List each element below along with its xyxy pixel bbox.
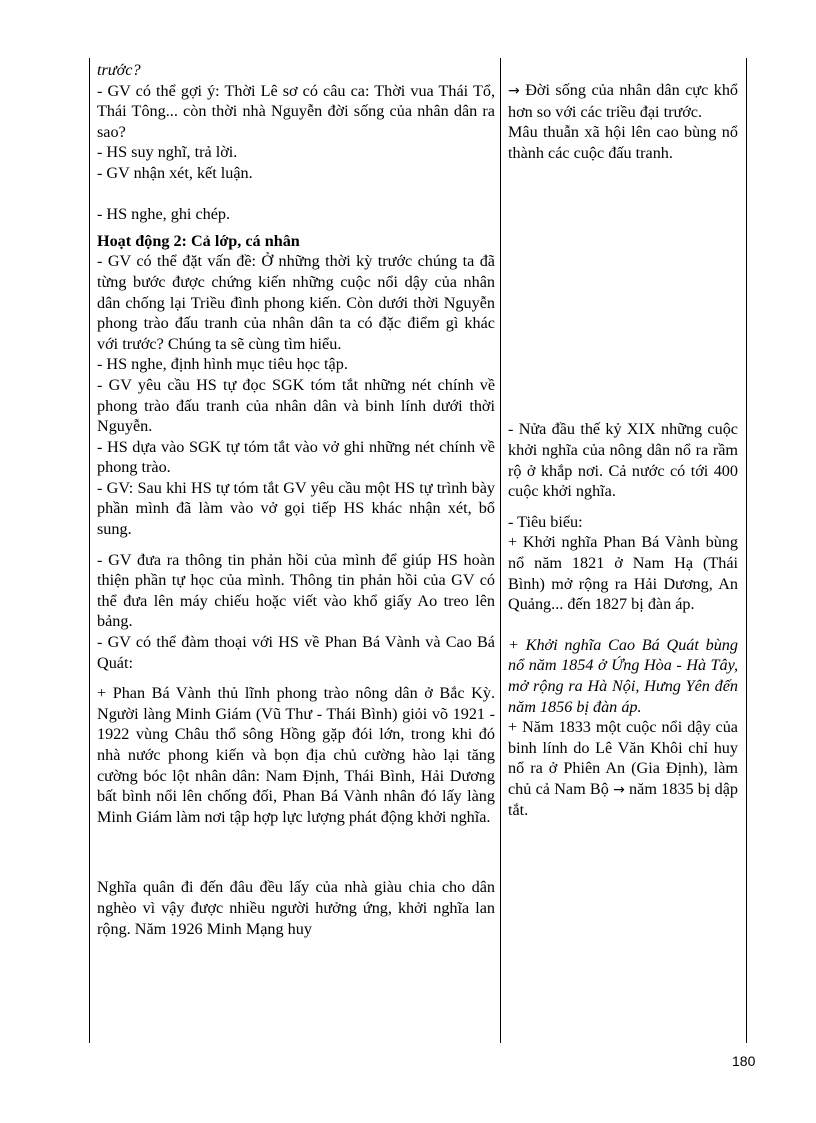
arrow-icon: → (613, 781, 625, 798)
right-text: + Khởi nghĩa Cao Bá Quát bùng nổ năm 1854 ở Ứng Hòa - Hà Tây, mở rộng ra Hà Nội, Hưng Yên đến năm 1856 bị đàn áp. (508, 635, 738, 716)
page-number: 180 (732, 1053, 756, 1069)
left-text: - GV có thể đàm thoại với HS về Phan Bá Vành và Cao Bá Quát: (97, 633, 495, 672)
right-text-span: Đời sống của nhân dân cực khổ hơn so với các triều đại trước. (508, 81, 739, 121)
table-left-border (89, 58, 90, 1043)
left-text: - GV đưa ra thông tin phản hồi của mình để giúp HS hoàn thiện phần tự học của mình. Thông tin phản hồi của GV có thể đưa lên máy chiếu hoặc viết vào khổ giấy Ao treo lên bảng. (97, 550, 495, 631)
right-text: + Khởi nghĩa Phan Bá Vành bùng nổ năm 1821 ở Nam Hạ (Thái Bình) mở rộng ra Hải Dương, An Quảng... đến 1827 bị đàn áp. (508, 533, 738, 614)
right-text: - Tiêu biểu: (508, 512, 583, 531)
right-text: Mâu thuẫn xã hội lên cao bùng nổ thành các cuộc đấu tranh. (508, 123, 738, 162)
right-text (508, 80, 738, 122)
right-text: - Nửa đầu thế kỷ XIX những cuộc khởi nghĩa của nông dân nổ ra rầm rộ ở khắp nơi. Cả nước có tới 400 cuộc khởi nghĩa. (508, 420, 738, 501)
table-right-border (746, 58, 747, 1043)
left-text: trước? (97, 61, 141, 79)
left-column (97, 60, 495, 939)
right-text-span: năm 1835 bị dập tắt. (508, 779, 738, 820)
arrow-icon: → (508, 83, 520, 99)
left-text: - GV có thể gợi ý: Thời Lê sơ có câu ca: Thời vua Thái Tổ, Thái Tông... còn thời nhà Nguyễn đời sống của nhân dân ra sao? (97, 81, 495, 141)
left-text: - GV có thể đặt vấn đề: Ở những thời kỳ trước chúng ta đã từng bước được chứng kiến những cuộc nổi dậy của nhân dân chống lại Triều đình phong kiến. Còn dưới thời Nguyễn phong trào đấu tranh của nhân dân ta có đặc điểm gì khác với trước? Chúng ta sẽ cùng tìm hiểu. (97, 252, 495, 353)
right-column (508, 80, 738, 821)
right-text (508, 717, 738, 821)
section-heading: Hoạt động 2: Cả lớp, cá nhân (97, 231, 300, 250)
left-text: + Phan Bá Vành thủ lĩnh phong trào nông dân ở Bắc Kỳ. Người làng Minh Giám (Vũ Thư - Thái Bình) giỏi võ 1921 - 1922 vùng Châu thổ sông Hồng gặp đói lớn, trong khi đó nhà nước phong kiến và bọn địa chủ cường hào lại tăng cường bóc lột nhân dân: Nam Định, Thái Bình, Hải Dương bất bình nổi lên chống đối, Phan Bá Vành nhân đó lấy làng Minh Giám làm nơi tập hợp lực lượng phát động khởi nghĩa. (97, 684, 495, 826)
left-text: - HS nghe, định hình mục tiêu học tập. (97, 355, 348, 374)
right-text-span: + Năm 1833 một cuộc nổi dậy của binh lính do Lê Văn Khôi chỉ huy nổ ra ở Phiên An (Gia Định), làm chủ cả Nam Bộ (508, 718, 738, 798)
left-text: Nghĩa quân đi đến đâu đều lấy của nhà giàu chia cho dân nghèo vì vậy được nhiều người hưởng ứng, khởi nghĩa lan rộng. Năm 1926 Minh Mạng huy (97, 878, 495, 938)
left-text: - HS suy nghĩ, trả lời. (97, 143, 238, 162)
left-text: - HS nghe, ghi chép. (97, 205, 231, 224)
table-column-divider (500, 58, 501, 1043)
left-text: - HS dựa vào SGK tự tóm tắt vào vở ghi những nét chính về phong trào. (97, 437, 495, 477)
left-text: - GV nhận xét, kết luận. (97, 163, 253, 182)
left-text: - GV: Sau khi HS tự tóm tắt GV yêu cầu một HS tự trình bày phần mình đã làm vào vở gọi tiếp HS khác nhận xét, bổ sung. (97, 478, 495, 539)
left-text: - GV yêu cầu HS tự đọc SGK tóm tắt những nét chính về phong trào đấu tranh của nhân dân và binh lính dưới thời Nguyễn. (97, 375, 495, 436)
